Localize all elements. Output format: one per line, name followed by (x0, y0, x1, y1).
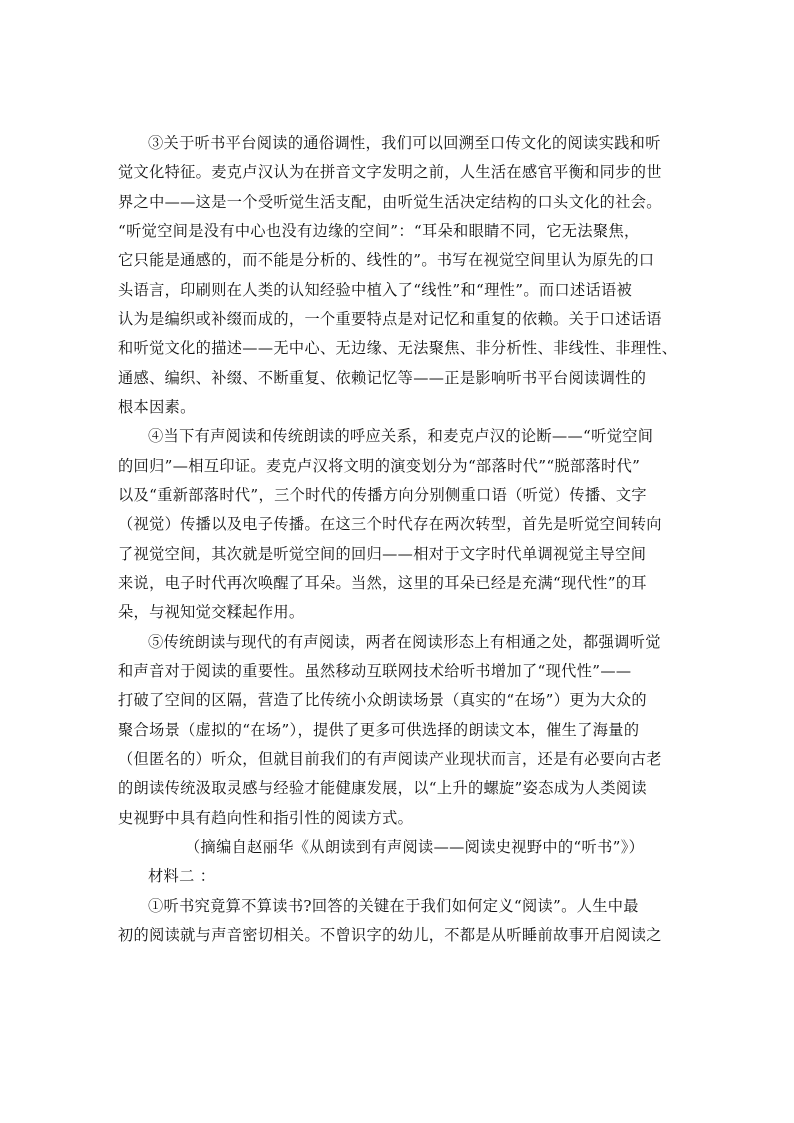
material-2-heading: 材料二 ： (148, 867, 216, 885)
source-attribution: （摘编自赵丽华《从朗读到有声阅读——阅读史视野中的“听书”》） (185, 838, 645, 856)
paragraph-5-line: 打破了空间的区隔，营造了比传统小众朗读场景（真实的“在场”）更为大众的 (118, 691, 647, 709)
paragraph-5-line: 史视野中具有趋向性和指引性的阅读方式。 (118, 809, 414, 827)
paragraph-4-line: 朵，与视知觉交糅起作用。 (118, 603, 305, 621)
paragraph-3-line: 头语言，印刷则在人类的认知经验中植入了“线性”和“理性”。而口述话语被 (118, 281, 633, 299)
material-2-paragraph-1-line: 初的阅读就与声音密切相关。不曾识字的幼儿，不都是从听睡前故事开启阅读之 (118, 926, 662, 944)
paragraph-3-line: 界之中——这是一个受听觉生活支配，由听觉生活决定结构的口头文化的社会。 (118, 193, 662, 211)
paragraph-5-line: 聚合场景（虚拟的“在场”），提供了更多可供选择的朗读文本，催生了海量的 (118, 721, 640, 739)
paragraph-4-line: ④当下有声阅读和传统朗读的呼应关系，和麦克卢汉的论断——“听觉空间 (148, 427, 654, 445)
paragraph-4-line: 以及“重新部落时代”，三个时代的传播方向分别侧重口语（听觉）传播、文字 (118, 486, 647, 504)
paragraph-4-line: 来说，电子时代再次唤醒了耳朵。当然，这里的耳朵已经是充满“现代性”的耳 (118, 574, 647, 592)
paragraph-3-line: 它只能是通感的，而不能是分析的、线性的”。书写在视觉空间里认为原先的口 (118, 251, 655, 269)
paragraph-5-line: ⑤传统朗读与现代的有声阅读，两者在阅读形态上有相通之处，都强调听觉 (148, 633, 661, 651)
paragraph-4-line: 的回归”—相互印证。麦克卢汉将文明的演变划分为“部落时代”“脱部落时代” (118, 457, 641, 475)
paragraph-3-line: 根本因素。 (118, 398, 196, 416)
paragraph-5-line: （但匿名的）听众，但就目前我们的有声阅读产业现状而言，还是有必要向古老 (118, 750, 662, 768)
paragraph-5-line: 和声音对于阅读的重要性。虽然移动互联网技术给听书增加了“现代性”—— (118, 662, 632, 680)
paragraph-4-line: 了视觉空间，其次就是听觉空间的回归——相对于文字时代单调视觉主导空间 (118, 545, 647, 563)
paragraph-3-line: 觉文化特征。麦克卢汉认为在拼音文字发明之前，人生活在感官平衡和同步的世 (118, 163, 662, 181)
paragraph-3-line: “听觉空间是没有中心也没有边缘的空间”：“耳朵和眼睛不同，它无法聚焦， (118, 222, 640, 240)
paragraph-5-line: 的朗读传统汲取灵感与经验才能健康发展，以“上升的螺旋”姿态成为人类阅读 (118, 779, 647, 797)
paragraph-3-line: 通感、编织、补缀、不断重复、依赖记忆等——正是影响听书平台阅读调性的 (118, 369, 647, 387)
paragraph-3-line: 认为是编织或补缀而成的，一个重要特点是对记忆和重复的依赖。关于口述话语 (118, 310, 662, 328)
paragraph-3-line: 和听觉文化的描述——无中心、无边缘、无法聚焦、非分析性、非线性、非理性、 (118, 339, 678, 357)
paragraph-4-line: （视觉）传播以及电子传播。在这三个时代存在两次转型，首先是听觉空间转向 (118, 515, 662, 533)
material-2-paragraph-1-line: ①听书究竟算不算读书?回答的关键在于我们如何定义“阅读”。人生中最 (148, 897, 639, 915)
paragraph-3-line: ③关于听书平台阅读的通俗调性，我们可以回溯至口传文化的阅读实践和听 (148, 134, 661, 152)
